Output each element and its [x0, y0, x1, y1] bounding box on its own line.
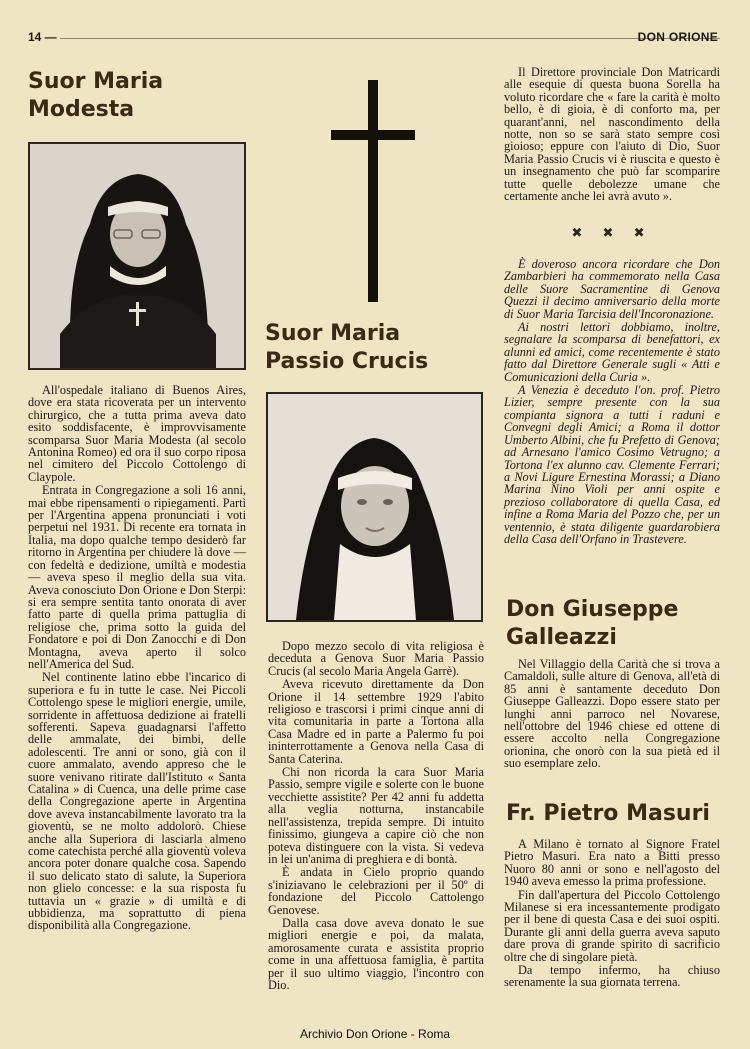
page-number: 14 — [28, 30, 57, 44]
paragraph: Nel continente latino ebbe l'incarico di superiora e fu in tutte le case. Nei Piccoli Cottolengo spese le migliori energie, umile, sorridente in affettuosa dedizione ai fratelli sofferenti. Sapeva guadagnarsi l'affetto delle ammalate, dei bimbi, delle adolescenti. Tre anni or sono, già con il cuore ammalato, avendo appreso che le suore venivano ritirate dall'Istituto « Santa Catalina » di Cuenca, una delle prime case della Congregazione aperte in Argentina dove aveva instancabilmente lavorato tra la gioventù, se ne molto addolorò. Chiese anche alla Superiora di lasciarla almeno come catechista perché alla gioventù voleva ancora poter donare qualche cosa. Sapendo il suo delicato stato di salute, la Superiora non glielo concesse: e la sua risposta fu tuttavia un « grazie » di umiltà e di ubbidienza, ma soprattutto di piena disponibilità alla Congregazione. [28, 670, 246, 933]
paragraph: È andata in Cielo proprio quando s'iniziavano le celebrazioni per il 50º di fondazione del Piccolo Cattolengo Genovese. [268, 865, 484, 917]
article-title-passio-crucis: Suor Maria Passio Crucis [265, 321, 429, 374]
paragraph: Entrata in Congregazione a soli 16 anni, mai ebbe ripensamenti o ripiegamenti. Partì per l'Argentina appena pronunciati i voti perpetui nel 1931. Di recente era tornata in Italia, ma dopo qualche tempo desiderò far ritorno in Argentina per chiudere là dove — con fedeltà e dedizione, umiltà e modestia — aveva speso il meglio della sua vita. Aveva conosciuto Don Orione e Don Sterpi: si era sempre sentita tanto onorata di aver fatto parte di quella prima pattuglia di religiose che, prima sotto la guida del Fondatore e poi di Don Zanocchi e di Don Montagna, aveva aperto il solco nell'America del Sud. [28, 483, 246, 671]
notices-body [504, 258, 720, 546]
article-body-passio-crucis [268, 640, 484, 992]
nun-portrait-graphic [268, 394, 481, 620]
archive-credit: Archivio Don Orione - Roma [300, 1027, 451, 1041]
publication-name: DON ORIONE [637, 30, 718, 44]
article-title-masuri: Fr. Pietro Masuri [506, 801, 710, 826]
paragraph: A Venezia è deceduto l'on. prof. Pietro Lizier, sempre presente con la sua compianta signora a tutti i raduni e Convegni degli Amici; a Roma il dottor Umberto Albini, che fu Prefetto di Genova; ad Arnesano l'amico Cosimo Vetrugno; a Tortona l'ex alunno cav. Clemente Ferrari; a Novi Ligure Ernestina Morassi; a Diano Marina Nino Violi per anni ospite e prezioso collaboratore di quella Casa, ed infine a Roma Maria del Pozzo che, per un ventennio, è stata diligente guardarobiera della Casa dell'Orfano in Trastevere. [504, 383, 720, 546]
header-rule [60, 38, 720, 39]
section-separator: ✖ ✖ ✖ [571, 226, 653, 241]
article-body-galleazzi [504, 658, 720, 771]
mourning-cross-icon [331, 80, 415, 302]
article-body-masuri [504, 838, 720, 990]
paragraph: Nel Villaggio della Carità che si trova a Camaldoli, sulle alture di Genova, all'età di 85 anni è santamente deceduto Don Giuseppe Galleazzi. Dopo essere stato per lunghi anni parroco nel Novarese, nell'ottobre del 1946 chiese ed ottene di essere accolto nella Congregazione orionina, che onorò con la sua pietà ed il suo esemplare zelo. [504, 657, 720, 771]
article-title-modesta: Suor Maria Modesta [28, 69, 164, 122]
portrait-photo-passio-crucis [266, 392, 483, 622]
paragraph: Il Direttore provinciale Don Matricardi alle esequie di questa buona Sorella ha voluto ricordare che « fare la carità è molto bello, è di gioia, è di conforto ma, per quarant'anni, nel nascondimento della notte, non so se sarà stato sempre così gioioso; eppure con l'aiuto di Dio, Suor Maria Passio Crucis vi è riuscita e questo è un insegnamento che può far scomparire tutte quelle debolezze umane che certamente anche lei avrà avuto ». [504, 65, 720, 204]
paragraph: Chi non ricorda la cara Suor Maria Passio, sempre vigile e solerte con le buone vecchiette assistite? Per 42 anni fu addetta alla veglia notturna, instancabile nell'assistenza, trepida sempre. Di intuito finissimo, giungeva a capire ciò che non poteva distinguere con la vista. Si vedeva in lei un'anima di preghiera e di bontà. [268, 765, 484, 866]
article-continuation-passio-crucis [504, 66, 720, 203]
paragraph: Dopo mezzo secolo di vita religiosa è deceduta a Genova Suor Maria Passio Crucis (al secolo Maria Angela Garrè). [268, 639, 484, 678]
paragraph: All'ospedale italiano di Buenos Aires, dove era stata ricoverata per un intervento chirurgico, che a tutta prima aveva dato esito soddisfacente, è improvvisamente scomparsa Suor Maria Modesta (al secolo Antonina Romeo) ed ora il suo corpo riposa nel cimitero del Piccolo Cottolengo di Claypole. [28, 383, 246, 484]
paragraph: Ai nostri lettori dobbiamo, inoltre, segnalare la scomparsa di benefattori, ex alunni ed amici, come recentemente è stato fatto dal Direttore Generale sugli « Atti e Comunicazioni della Curia ». [504, 320, 720, 384]
article-body-modesta [28, 384, 246, 933]
paragraph: Aveva ricevuto direttamente da Don Orione il 14 settembre 1929 l'abito religioso e trascorsi i primi cinque anni di vita comunitaria in parte a Tortona alla Casa Madre ed in parte a Palermo fu poi ininterrottamente a Genova nella Casa di Santa Caterina. [268, 677, 484, 766]
paragraph: È doveroso ancora ricordare che Don Zambarbieri ha commemorato nella Casa delle Suore Sacramentine di Genova Quezzi il decimo anniversario della morte di Suor Maria Tarcisia dell'Incoronazione. [504, 257, 720, 321]
paragraph: Da tempo infermo, ha chiuso serenamente la sua giornata terrena. [504, 963, 720, 990]
article-title-galleazzi: Don Giuseppe Galleazzi [506, 597, 679, 650]
paragraph: Dalla casa dove aveva donato le sue migliori energie e poi, da malata, amorosamente curata e assistita proprio come in una affettuosa famiglia, è partita per il suo ultimo viaggio, l'incontro con Dio. [268, 915, 484, 992]
portrait-photo-modesta [28, 142, 246, 370]
paragraph: Fin dall'apertura del Piccolo Cottolengo Milanese si era incessantemente prodigato per il bene di questa Casa e dei suoi ospiti. Durante gli anni della guerra aveva saputo dare prova di grande spirito di sacrificio oltre che di singolare pietà. [504, 887, 720, 964]
paragraph: A Milano è tornato al Signore Fratel Pietro Masuri. Era nato a Bitti presso Nuoro 80 anni or sono e nell'agosto del 1940 aveva emesso la prima professione. [504, 837, 720, 889]
nun-portrait-graphic [30, 144, 244, 368]
